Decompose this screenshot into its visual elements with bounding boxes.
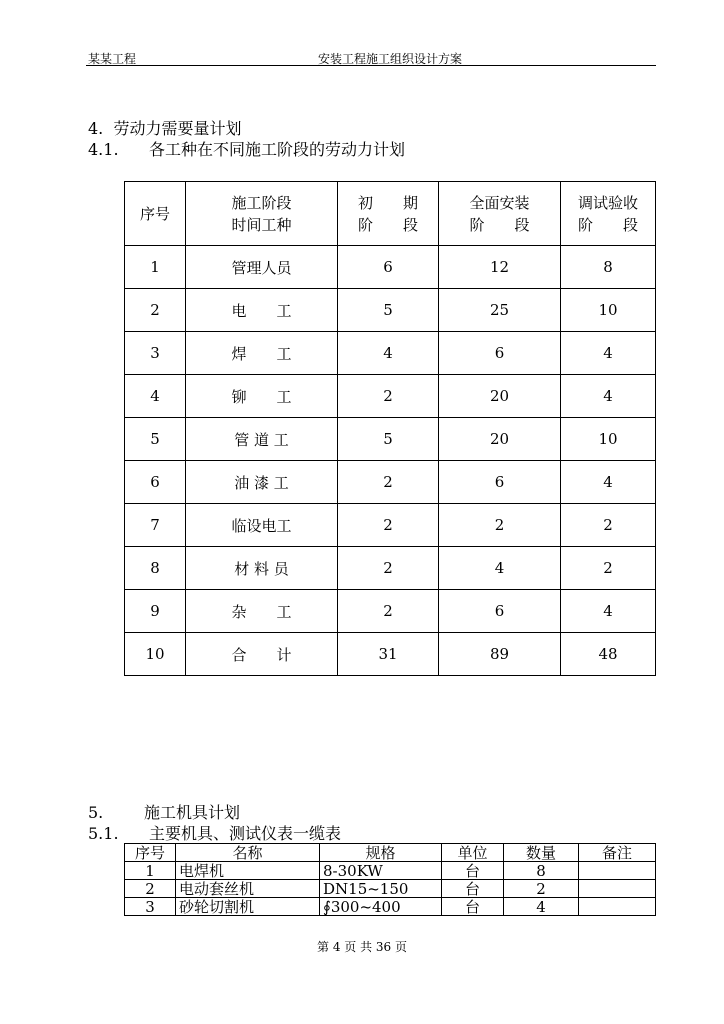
labor-table-row xyxy=(125,375,656,418)
machinery-table xyxy=(124,843,656,916)
initial-value-cell: 2 xyxy=(338,590,439,633)
header-install-line2: 阶 段 xyxy=(469,215,530,234)
mach-seq-cell: 1 xyxy=(125,862,176,880)
trade-cell: 合 计 xyxy=(186,633,338,676)
header-seq: 序号 xyxy=(125,182,186,246)
mach-name-cell: 砂轮切割机 xyxy=(176,898,320,916)
labor-table-row xyxy=(125,246,656,289)
initial-value-cell: 2 xyxy=(338,547,439,590)
debug-value-cell: 10 xyxy=(561,289,656,332)
trade-cell: 焊 工 xyxy=(186,332,338,375)
seq-cell: 7 xyxy=(125,504,186,547)
labor-table-row xyxy=(125,504,656,547)
install-value-cell: 2 xyxy=(439,504,561,547)
header-initial-line1: 初 期 xyxy=(357,193,418,212)
labor-table-header-row xyxy=(125,182,656,246)
header-stage-line2: 时间工种 xyxy=(231,215,292,234)
header-project-name: 某某工程 xyxy=(88,52,137,66)
debug-value-cell: 4 xyxy=(561,375,656,418)
mach-remark-cell xyxy=(579,862,656,880)
machinery-table-row xyxy=(125,898,656,916)
header-initial-line2: 阶 段 xyxy=(357,215,418,234)
initial-value-cell: 6 xyxy=(338,246,439,289)
header-debug-line2: 阶 段 xyxy=(577,215,638,234)
section-4-heading: 4. 劳动力需要量计划 xyxy=(88,119,242,138)
seq-cell: 2 xyxy=(125,289,186,332)
header-stage-line1: 施工阶段 xyxy=(231,193,292,212)
install-value-cell: 4 xyxy=(439,547,561,590)
debug-value-cell: 10 xyxy=(561,418,656,461)
machinery-table-header-row xyxy=(125,844,656,862)
mach-name-cell: 电动套丝机 xyxy=(176,880,320,898)
mach-header-seq: 序号 xyxy=(125,844,176,862)
header-install-stage xyxy=(439,182,561,246)
trade-cell: 材 料 员 xyxy=(186,547,338,590)
seq-cell: 4 xyxy=(125,375,186,418)
install-value-cell: 89 xyxy=(439,633,561,676)
initial-value-cell: 2 xyxy=(338,504,439,547)
install-value-cell: 25 xyxy=(439,289,561,332)
machinery-table-row xyxy=(125,880,656,898)
mach-header-qty: 数量 xyxy=(504,844,579,862)
seq-cell: 8 xyxy=(125,547,186,590)
section-5-1-heading: 5.1. 主要机具、测试仪表一缆表 xyxy=(88,824,342,843)
header-debug-line1: 调试验收 xyxy=(577,193,638,212)
labor-table-row xyxy=(125,418,656,461)
mach-spec-cell: 8-30KW xyxy=(320,862,442,880)
header-install-line1: 全面安装 xyxy=(469,193,530,212)
mach-spec-cell: ∮300~400 xyxy=(320,898,442,916)
mach-remark-cell xyxy=(579,880,656,898)
install-value-cell: 20 xyxy=(439,418,561,461)
mach-spec-cell: DN15~150 xyxy=(320,880,442,898)
trade-cell: 管 道 工 xyxy=(186,418,338,461)
machinery-table-row xyxy=(125,862,656,880)
mach-header-spec: 规格 xyxy=(320,844,442,862)
mach-header-remark: 备注 xyxy=(579,844,656,862)
seq-cell: 10 xyxy=(125,633,186,676)
labor-table-row xyxy=(125,289,656,332)
seq-cell: 5 xyxy=(125,418,186,461)
header-debug-stage xyxy=(561,182,656,246)
header-stage-trade xyxy=(186,182,338,246)
trade-cell: 铆 工 xyxy=(186,375,338,418)
trade-cell: 杂 工 xyxy=(186,590,338,633)
install-value-cell: 20 xyxy=(439,375,561,418)
seq-cell: 3 xyxy=(125,332,186,375)
initial-value-cell: 2 xyxy=(338,375,439,418)
labor-table-row xyxy=(125,547,656,590)
mach-unit-cell: 台 xyxy=(442,898,504,916)
mach-unit-cell: 台 xyxy=(442,862,504,880)
mach-qty-cell: 8 xyxy=(504,862,579,880)
debug-value-cell: 2 xyxy=(561,547,656,590)
labor-plan-table xyxy=(124,181,656,676)
trade-cell: 电 工 xyxy=(186,289,338,332)
initial-value-cell: 5 xyxy=(338,289,439,332)
section-5-heading: 5. 施工机具计划 xyxy=(88,803,240,822)
initial-value-cell: 4 xyxy=(338,332,439,375)
debug-value-cell: 4 xyxy=(561,461,656,504)
initial-value-cell: 31 xyxy=(338,633,439,676)
header-document-title: 安装工程施工组织设计方案 xyxy=(317,52,462,66)
mach-qty-cell: 4 xyxy=(504,898,579,916)
mach-unit-cell: 台 xyxy=(442,880,504,898)
install-value-cell: 6 xyxy=(439,590,561,633)
mach-seq-cell: 2 xyxy=(125,880,176,898)
initial-value-cell: 5 xyxy=(338,418,439,461)
mach-header-unit: 单位 xyxy=(442,844,504,862)
mach-seq-cell: 3 xyxy=(125,898,176,916)
install-value-cell: 6 xyxy=(439,332,561,375)
page-number: 第 4 页 共 36 页 xyxy=(317,940,407,954)
seq-cell: 1 xyxy=(125,246,186,289)
labor-table-row xyxy=(125,590,656,633)
debug-value-cell: 4 xyxy=(561,590,656,633)
install-value-cell: 12 xyxy=(439,246,561,289)
seq-cell: 9 xyxy=(125,590,186,633)
header-divider xyxy=(86,65,656,66)
mach-name-cell: 电焊机 xyxy=(176,862,320,880)
mach-qty-cell: 2 xyxy=(504,880,579,898)
labor-table-row xyxy=(125,461,656,504)
debug-value-cell: 8 xyxy=(561,246,656,289)
trade-cell: 油 漆 工 xyxy=(186,461,338,504)
mach-header-name: 名称 xyxy=(176,844,320,862)
labor-table-row xyxy=(125,332,656,375)
trade-cell: 临设电工 xyxy=(186,504,338,547)
header-initial-stage xyxy=(338,182,439,246)
debug-value-cell: 48 xyxy=(561,633,656,676)
section-4-1-heading: 4.1. 各工种在不同施工阶段的劳动力计划 xyxy=(88,140,406,159)
debug-value-cell: 2 xyxy=(561,504,656,547)
trade-cell: 管理人员 xyxy=(186,246,338,289)
labor-table-row xyxy=(125,633,656,676)
seq-cell: 6 xyxy=(125,461,186,504)
mach-remark-cell xyxy=(579,898,656,916)
initial-value-cell: 2 xyxy=(338,461,439,504)
debug-value-cell: 4 xyxy=(561,332,656,375)
install-value-cell: 6 xyxy=(439,461,561,504)
